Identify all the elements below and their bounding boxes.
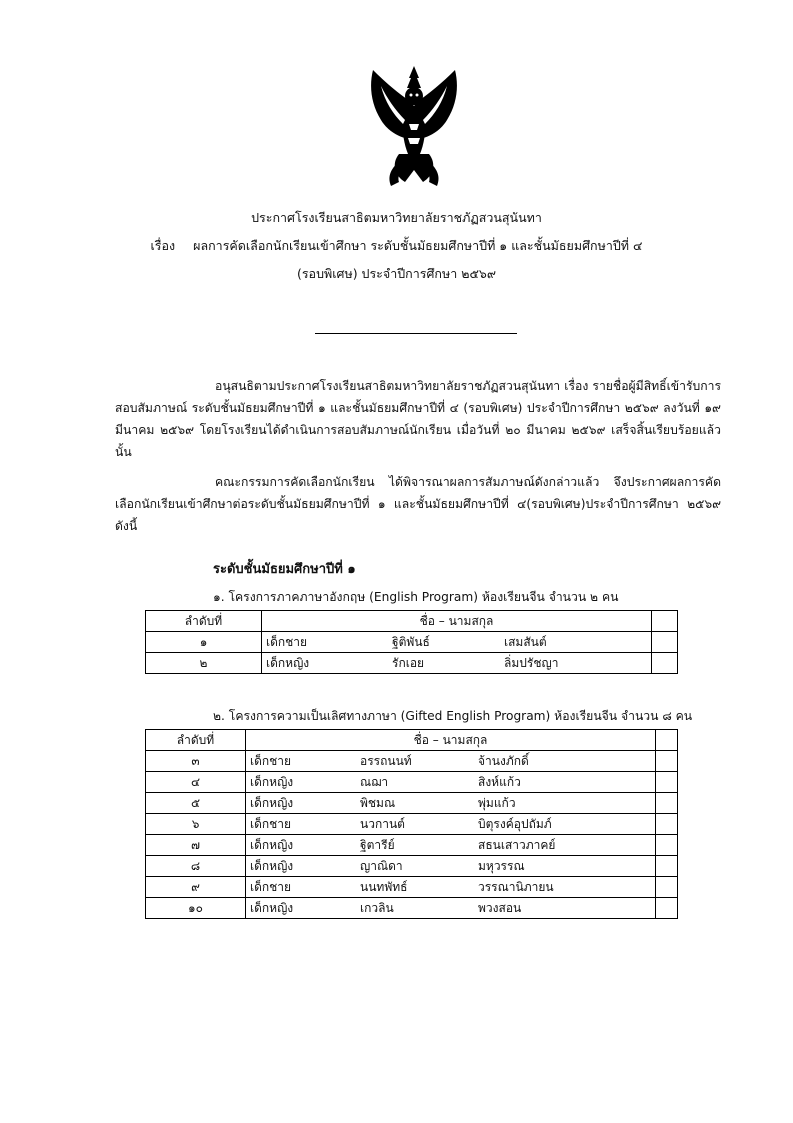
row-note <box>656 898 678 919</box>
last-name: สิงห์แก้ว <box>478 774 521 789</box>
title-prefix: เด็กหญิง <box>250 795 294 810</box>
row-note <box>652 653 678 674</box>
row-name <box>246 814 656 835</box>
last-name: วรรณานิภายน <box>478 879 554 894</box>
first-name: ฐิตารีย์ <box>360 837 395 852</box>
paragraph-2-text: คณะกรรมการคัดเลือกนักเรียน ได้พิจารณาผลการสัมภาษณ์ดังกล่าวแล้ว จึงประกาศผลการคัดเลือกนักเรียนเข้าศึกษาต่อระดับชั้นมัธยมศึกษาปีที่ ๑ และชั้นมัธยมศึกษาปีที่ ๔(รอบพิเศษ)ประจำปีการศึกษา ๒๕๖๙ ดังนี้ <box>115 475 721 533</box>
first-name: นนทพัทธ์ <box>360 879 408 894</box>
body-paragraph-2 <box>115 471 721 537</box>
col-note-header <box>652 611 678 632</box>
row-name <box>246 751 656 772</box>
body-paragraph-1 <box>115 375 721 463</box>
table-row <box>146 751 678 772</box>
row-name <box>262 632 652 653</box>
title-prefix: เด็กหญิง <box>266 655 310 670</box>
row-number: ๓ <box>146 751 246 772</box>
row-number: ๑ <box>146 632 262 653</box>
first-name: เกวลิน <box>360 900 394 915</box>
last-name: พุ่มแก้ว <box>478 795 516 810</box>
announcement-subject <box>0 236 793 256</box>
row-number: ๔ <box>146 772 246 793</box>
row-note <box>656 856 678 877</box>
row-name <box>246 835 656 856</box>
first-name: อรรถนนท์ <box>360 753 412 768</box>
row-number: ๘ <box>146 856 246 877</box>
title-prefix: เด็กชาย <box>250 879 292 894</box>
row-number: ๕ <box>146 793 246 814</box>
header-divider <box>315 333 517 334</box>
first-name: นวกานต์ <box>360 816 405 831</box>
program-1-caption: ๑. โครงการภาคภาษาอังกฤษ (English Program) ห้องเรียนจีน จำนวน ๒ คน <box>213 590 619 604</box>
row-note <box>656 793 678 814</box>
row-number: ๗ <box>146 835 246 856</box>
row-name <box>246 772 656 793</box>
table-row <box>146 632 678 653</box>
table-row <box>146 814 678 835</box>
row-name <box>246 856 656 877</box>
first-name: รักเอย <box>392 655 425 670</box>
first-name: พิชมณ <box>360 795 396 810</box>
title-prefix: เด็กหญิง <box>250 837 294 852</box>
table-row <box>146 835 678 856</box>
row-number: ๖ <box>146 814 246 835</box>
row-note <box>656 751 678 772</box>
row-number: ๑๐ <box>146 898 246 919</box>
announcement-title: ประกาศโรงเรียนสาธิตมหาวิทยาลัยราชภัฏสวนสุนันทา <box>251 210 542 225</box>
row-number: ๒ <box>146 653 262 674</box>
program-2-table <box>145 729 678 919</box>
col-name-header: ชื่อ – นามสกุล <box>246 730 656 751</box>
first-name: ฐิติพันธ์ <box>392 634 430 649</box>
title-prefix: เด็กหญิง <box>250 858 294 873</box>
last-name: ลิ่มปรัชญา <box>504 655 559 670</box>
col-name-header: ชื่อ – นามสกุล <box>262 611 652 632</box>
program-1-table <box>145 610 678 674</box>
subject-label: เรื่อง <box>150 238 176 253</box>
program-2-caption: ๒. โครงการความเป็นเลิศทางภาษา (Gifted English Program) ห้องเรียนจีน จำนวน ๘ คน <box>213 709 693 723</box>
table-row <box>146 877 678 898</box>
last-name: มหุวรรณ <box>478 858 525 873</box>
row-note <box>652 632 678 653</box>
first-name: ณฌา <box>360 774 389 789</box>
last-name: พวงสอน <box>478 900 522 915</box>
title-prefix: เด็กหญิง <box>250 900 294 915</box>
first-name: ญาณิดา <box>360 858 403 873</box>
row-number: ๙ <box>146 877 246 898</box>
row-note <box>656 772 678 793</box>
subject-text: ผลการคัดเลือกนักเรียนเข้าศึกษา ระดับชั้นมัธยมศึกษาปีที่ ๑ และชั้นมัธยมศึกษาปีที่ ๔ <box>193 238 643 253</box>
section-title: ระดับชั้นมัธยมศึกษาปีที่ ๑ <box>213 562 356 577</box>
garuda-emblem <box>355 64 473 190</box>
col-no-header: ลำดับที่ <box>146 730 246 751</box>
announcement-subtitle: (รอบพิเศษ) ประจำปีการศึกษา ๒๕๖๙ <box>296 266 497 281</box>
row-name <box>246 898 656 919</box>
title-prefix: เด็กชาย <box>250 816 292 831</box>
table-header-row <box>146 611 678 632</box>
title-prefix: เด็กชาย <box>266 634 308 649</box>
row-note <box>656 814 678 835</box>
table-header-row <box>146 730 678 751</box>
last-name: บิตุรงค์อุปถัมภ์ <box>478 816 552 831</box>
table-row <box>146 653 678 674</box>
row-name <box>246 793 656 814</box>
last-name: สธนเสาวภาคย์ <box>478 837 556 852</box>
row-note <box>656 835 678 856</box>
paragraph-1-text: อนุสนธิตามประกาศโรงเรียนสาธิตมหาวิทยาลัยราชภัฏสวนสุนันทา เรื่อง รายชื่อผู้มีสิทธิ์เข้ารับการสอบสัมภาษณ์ ระดับชั้นมัธยมศึกษาปีที่ ๑ และชั้นมัธยมศึกษาปีที่ ๔ (รอบพิเศษ) ประจำปีการศึกษา ๒๕๖๙ ลงวันที่ ๑๙ มีนาคม ๒๕๖๙ โดยโรงเรียนได้ดำเนินการสอบสัมภาษณ์นักเรียน เมื่อวันที่ ๒๐ มีนาคม ๒๕๖๙ เสร็จสิ้นเรียบร้อยแล้ว นั้น <box>115 379 721 459</box>
col-no-header: ลำดับที่ <box>146 611 262 632</box>
col-note-header <box>656 730 678 751</box>
row-name <box>262 653 652 674</box>
title-prefix: เด็กหญิง <box>250 774 294 789</box>
title-prefix: เด็กชาย <box>250 753 292 768</box>
table-row <box>146 856 678 877</box>
table-row <box>146 772 678 793</box>
row-note <box>656 877 678 898</box>
last-name: เสมสันต์ <box>504 634 547 649</box>
row-name <box>246 877 656 898</box>
last-name: จ้านงภักดิ์ <box>478 753 529 768</box>
table-row <box>146 793 678 814</box>
table-row <box>146 898 678 919</box>
